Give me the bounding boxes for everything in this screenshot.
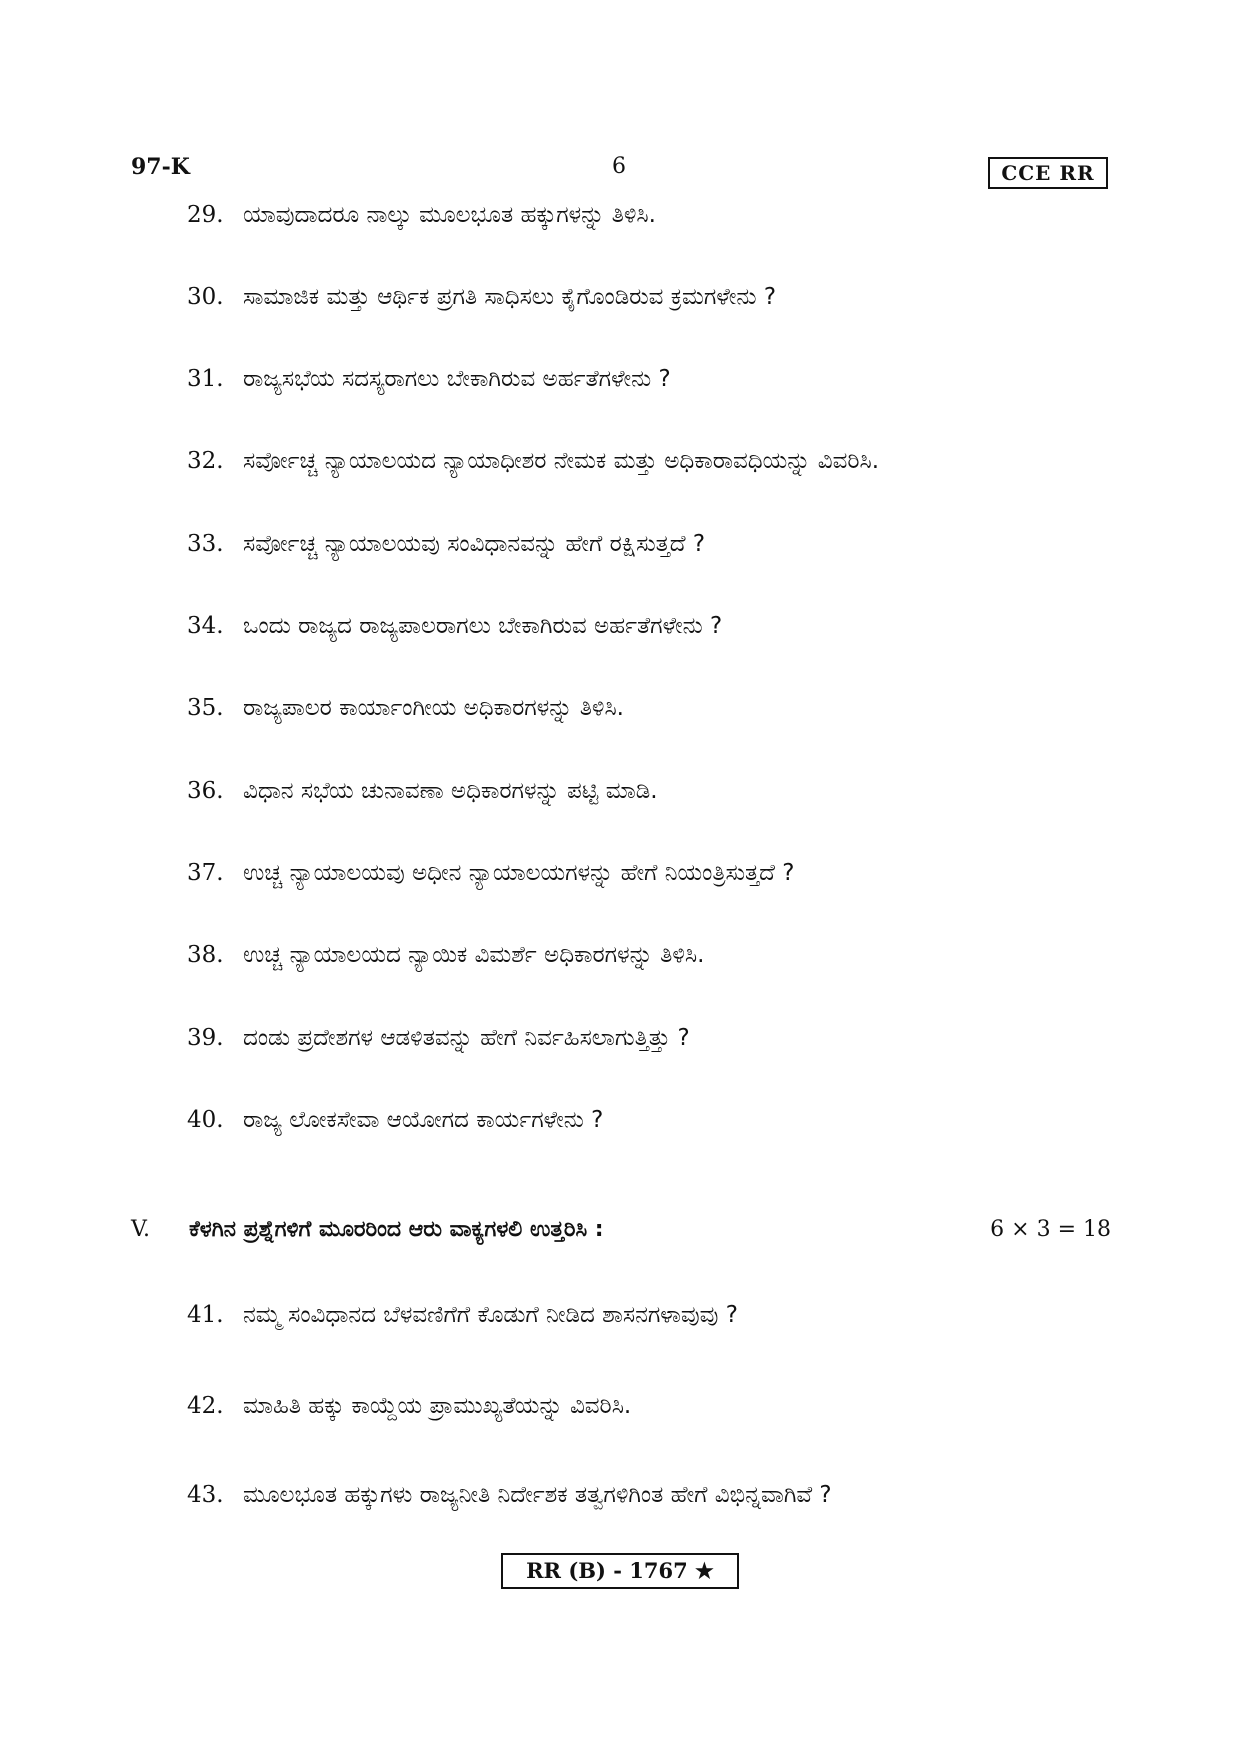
question-item [187,531,705,557]
question-item [187,613,722,639]
question-text: ದಂಡು ಪ್ರದೇಶಗಳ ಆಡಳಿತವನ್ನು ಹೇಗೆ ನಿರ್ವಹಿಸಲಾಗುತ್ತಿತ್ತು ? [243,1025,690,1051]
question-item [187,202,656,228]
question-text: ರಾಜ್ಯಸಭೆಯ ಸದಸ್ಯರಾಗಲು ಬೇಕಾಗಿರುವ ಅರ್ಹತೆಗಳೇನು ? [243,366,671,392]
question-number: 42. [187,1393,224,1419]
question-item [187,695,624,721]
question-item [187,284,776,310]
question-item [187,448,879,474]
question-item [187,1302,738,1328]
question-text: ವಿಧಾನ ಸಭೆಯ ಚುನಾವಣಾ ಅಧಿಕಾರಗಳನ್ನು ಪಟ್ಟಿ ಮಾಡಿ. [243,778,658,804]
question-text: ಒಂದು ರಾಜ್ಯದ ರಾಜ್ಯಪಾಲರಾಗಲು ಬೇಕಾಗಿರುವ ಅರ್ಹತೆಗಳೇನು ? [243,613,723,639]
question-item [187,366,671,392]
question-number: 31. [187,366,224,392]
question-number: 34. [187,613,224,639]
question-number: 41. [187,1302,224,1328]
question-number: 29. [187,202,224,228]
question-text: ಸರ್ವೋಚ್ಚ ನ್ಯಾಯಾಲಯದ ನ್ಯಾಯಾಧೀಶರ ನೇಮಕ ಮತ್ತು ಅಧಿಕಾರಾವಧಿಯನ್ನು ವಿವರಿಸಿ. [243,448,880,474]
section-marks: 6 × 3 = 18 [990,1217,1111,1242]
question-text: ನಮ್ಮ ಸಂವಿಧಾನದ ಬೆಳವಣಿಗೆಗೆ ಕೊಡುಗೆ ನೀಡಿದ ಶಾಸನಗಳಾವುವು ? [243,1302,738,1328]
footer-code-box: RR (B) - 1767 ★ [501,1553,739,1589]
section-instruction: ಕೆಳಗಿನ ಪ್ರಶ್ನೆಗಳಿಗೆ ಮೂರರಿಂದ ಆರು ವಾಕ್ಯಗಳಲಿ ಉತ್ತರಿಸಿ : [189,1217,604,1242]
section-heading [131,1217,1111,1247]
question-number: 33. [187,531,224,557]
question-text: ಮಾಹಿತಿ ಹಕ್ಕು ಕಾಯ್ದೆಯ ಪ್ರಾಮುಖ್ಯತೆಯನ್ನು ವಿವರಿಸಿ. [243,1393,632,1419]
paper-code: 97-K [131,154,190,180]
question-text: ಉಚ್ಚ ನ್ಯಾಯಾಲಯದ ನ್ಯಾಯಿಕ ವಿಮರ್ಶೆ ಅಧಿಕಾರಗಳನ್ನು ತಿಳಿಸಿ. [243,942,705,968]
page-number: 6 [612,154,626,179]
question-number: 35. [187,695,224,721]
section-number: V. [131,1217,151,1242]
question-text: ಉಚ್ಚ ನ್ಯಾಯಾಲಯವು ಅಧೀನ ನ್ಯಾಯಾಲಯಗಳನ್ನು ಹೇಗೆ ನಿಯಂತ್ರಿಸುತ್ತದೆ ? [243,860,795,886]
question-text: ಯಾವುದಾದರೂ ನಾಲ್ಕು ಮೂಲಭೂತ ಹಕ್ಕುಗಳನ್ನು ತಿಳಿಸಿ. [243,202,656,228]
question-item [187,860,794,886]
question-number: 37. [187,860,224,886]
question-number: 30. [187,284,224,310]
question-number: 36. [187,778,224,804]
question-number: 38. [187,942,224,968]
question-number: 40. [187,1107,224,1133]
series-box: CCE RR [988,157,1108,189]
question-item [187,1025,690,1051]
question-text: ರಾಜ್ಯಪಾಲರ ಕಾರ್ಯಾಂಗೀಯ ಅಧಿಕಾರಗಳನ್ನು ತಿಳಿಸಿ. [243,695,624,721]
question-item [187,1107,603,1133]
question-item [187,778,658,804]
question-text: ಸರ್ವೋಚ್ಚ ನ್ಯಾಯಾಲಯವು ಸಂವಿಧಾನವನ್ನು ಹೇಗೆ ರಕ್ಷಿಸುತ್ತದೆ ? [243,531,706,557]
question-number: 39. [187,1025,224,1051]
question-text: ಮೂಲಭೂತ ಹಕ್ಕುಗಳು ರಾಜ್ಯನೀತಿ ನಿರ್ದೇಶಕ ತತ್ವಗಳಿಗಿಂತ ಹೇಗೆ ವಿಭಿನ್ನವಾಗಿವೆ ? [243,1482,832,1508]
question-item [187,1393,631,1419]
question-number: 43. [187,1482,224,1508]
question-item [187,1482,832,1508]
question-text: ರಾಜ್ಯ ಲೋಕಸೇವಾ ಆಯೋಗದ ಕಾರ್ಯಗಳೇನು ? [243,1107,604,1133]
question-number: 32. [187,448,224,474]
question-item [187,942,704,968]
question-text: ಸಾಮಾಜಿಕ ಮತ್ತು ಆರ್ಥಿಕ ಪ್ರಗತಿ ಸಾಧಿಸಲು ಕೈಗೊಂಡಿರುವ ಕ್ರಮಗಳೇನು ? [243,284,777,310]
